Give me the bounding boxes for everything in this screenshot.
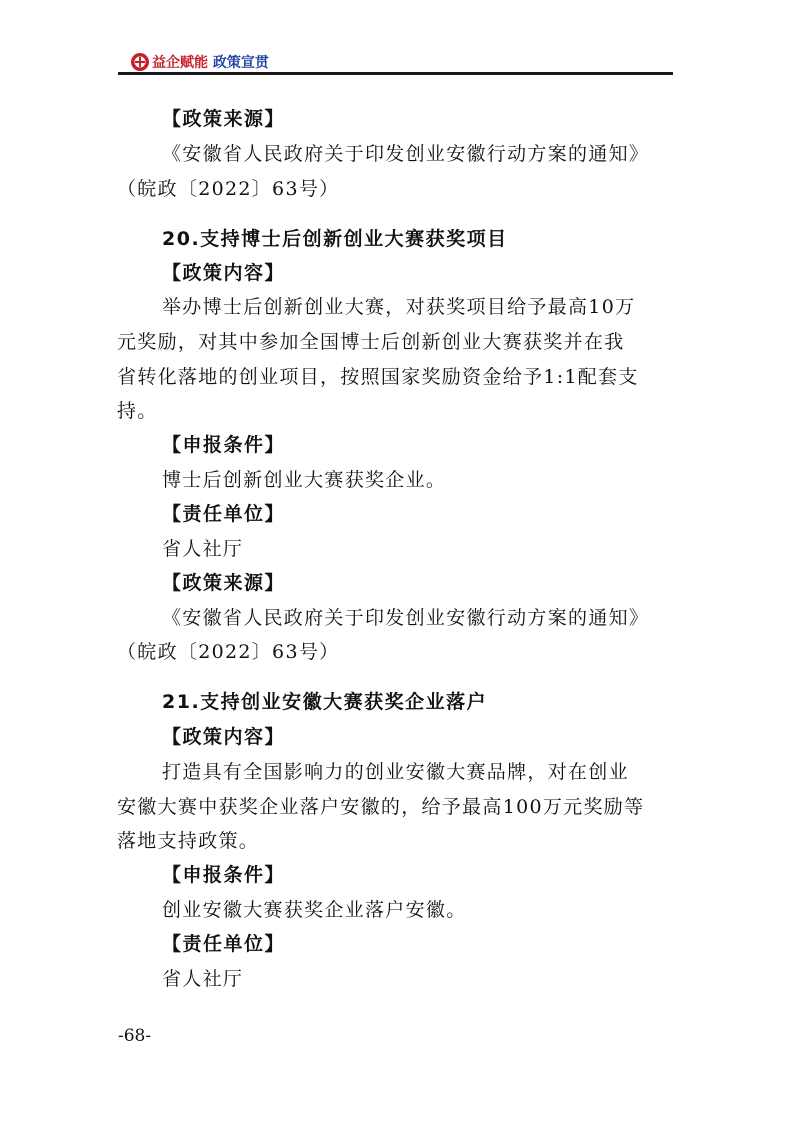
brand-logo-icon bbox=[130, 52, 150, 72]
header-brand-red: 益企赋能 bbox=[152, 55, 208, 71]
conditions-text: 博士后创新创业大赛获奖企业。 bbox=[162, 469, 447, 491]
policy-title-20: 20.支持博士后创新创业大赛获奖项目 bbox=[162, 228, 508, 250]
page-header bbox=[118, 50, 672, 72]
source-title: 《安徽省人民政府关于印发创业安徽行动方案的通知》 bbox=[162, 143, 650, 165]
content-line: 持。 bbox=[117, 400, 158, 422]
source-doc-number: （皖政〔2022〕63号） bbox=[117, 178, 340, 200]
section-heading-source: 【政策来源】 bbox=[162, 108, 286, 130]
content-line: 落地支持政策。 bbox=[117, 830, 260, 852]
conditions-text: 创业安徽大赛获奖企业落户安徽。 bbox=[162, 899, 467, 921]
section-heading-responsible: 【责任单位】 bbox=[162, 503, 286, 525]
content-line: 安徽大赛中获奖企业落户安徽的，给予最高100万元奖励等 bbox=[117, 796, 645, 818]
header-brand bbox=[152, 52, 269, 72]
content-line: 举办博士后创新创业大赛，对获奖项目给予最高10万 bbox=[162, 296, 636, 318]
header-divider bbox=[118, 72, 673, 75]
source-doc-number: （皖政〔2022〕63号） bbox=[117, 641, 340, 663]
header-brand-blue: 政策宣贯 bbox=[212, 55, 269, 71]
section-heading-conditions: 【申报条件】 bbox=[162, 434, 286, 456]
responsible-unit: 省人社厅 bbox=[162, 538, 244, 560]
responsible-unit: 省人社厅 bbox=[162, 968, 244, 990]
section-heading-conditions: 【申报条件】 bbox=[162, 864, 286, 886]
policy-title-21: 21.支持创业安徽大赛获奖企业落户 bbox=[162, 691, 488, 713]
section-heading-source: 【政策来源】 bbox=[162, 572, 286, 594]
section-heading-content: 【政策内容】 bbox=[162, 262, 286, 284]
source-title: 《安徽省人民政府关于印发创业安徽行动方案的通知》 bbox=[162, 607, 650, 629]
section-heading-content: 【政策内容】 bbox=[162, 726, 286, 748]
page-number: -68- bbox=[118, 1026, 152, 1046]
content-line: 打造具有全国影响力的创业安徽大赛品牌，对在创业 bbox=[162, 761, 629, 783]
content-line: 元奖励，对其中参加全国博士后创新创业大赛获奖并在我 bbox=[117, 331, 625, 353]
section-heading-responsible: 【责任单位】 bbox=[162, 933, 286, 955]
content-line: 省转化落地的创业项目，按照国家奖励资金给予1:1配套支 bbox=[117, 366, 639, 388]
